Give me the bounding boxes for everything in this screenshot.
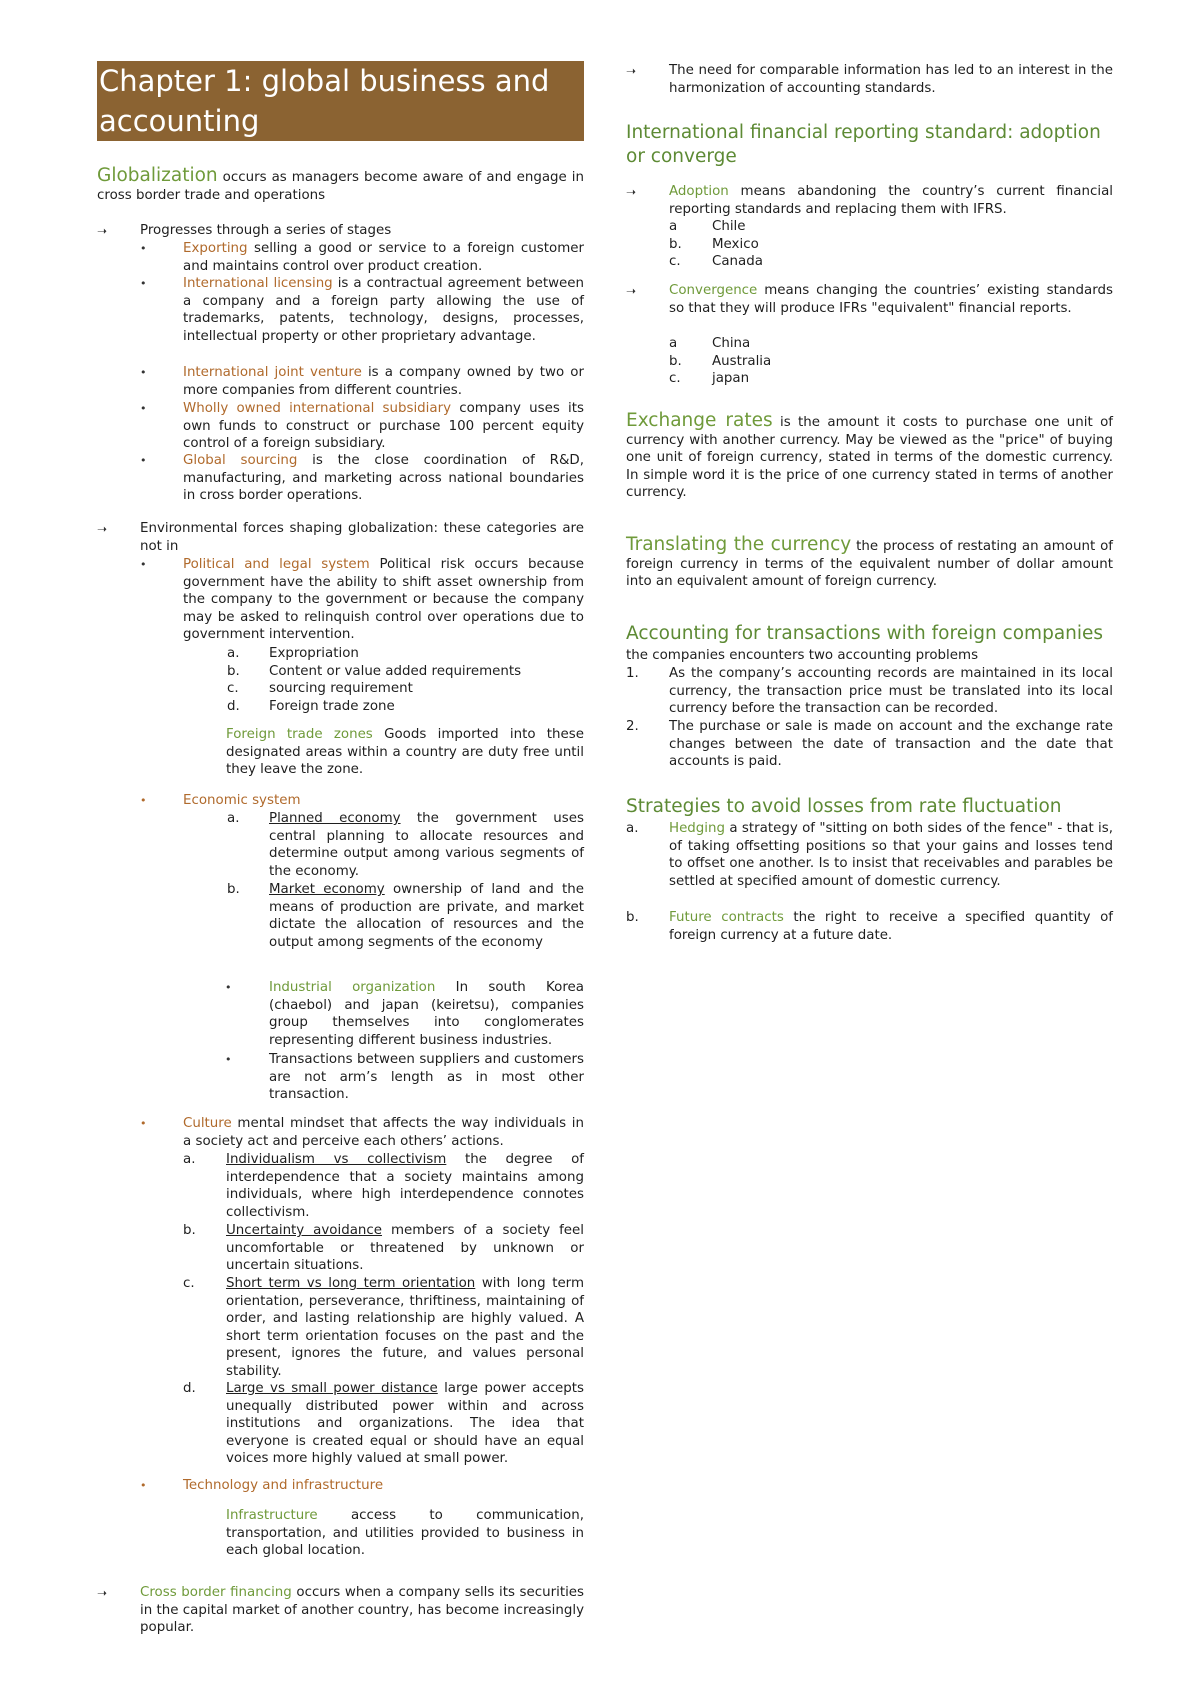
exchange-text: is the amount it costs to purchase one unit of currency with another currency. May be viewed as the "price" of buying one unit of foreign currency, stated in terms of the domestic currency. In simple word it is the price of one currency stated in terms of another currency. [626,415,1114,501]
translating-paragraph [626,536,1113,591]
stage-text: company uses its own funds to construct or purchase 100 percent equity control of a foreign subsidiary. [183,401,584,452]
convergence-text: means changing the countries’ existing standards so that they will produce IFRs "equivalent" financial reports. [669,283,1113,316]
ftz-text: Goods imported into these designated areas within a country are duty free until they leave the zone. [226,727,584,778]
list-marker: 1. [626,666,639,681]
bullet-icon: • [140,794,147,807]
arrow-icon: ➝ [626,64,637,78]
arrow-icon: ➝ [626,185,637,199]
culture-item [226,1222,584,1275]
culture-text: mental mindset that affects the way individuals in a society act and perceive each others’ actions. [183,1116,584,1149]
technology-term: Technology and infrastructure [183,1478,384,1493]
industrial-term: Industrial organization [269,980,436,995]
stage-term: Exporting [183,241,248,256]
stage-term: Global sourcing [183,453,298,468]
list-marker: c. [669,254,681,269]
cross-border-paragraph [140,1584,584,1637]
globalization-paragraph [97,167,584,204]
political-term: Political and legal system [183,557,370,572]
stage-item [183,275,584,345]
list-marker: d. [183,1381,196,1396]
translating-text: the process of restating an amount of foreign currency in terms of the equivalent number of dollar amount into an equivalent amount of foreign currency. [626,539,1113,590]
bullet-icon: • [140,1479,147,1492]
list-item: Content or value added requirements [269,664,522,679]
list-marker: b. [669,354,682,369]
list-marker: a. [227,646,240,661]
bullet-icon: • [225,1053,232,1066]
list-marker: c. [183,1276,195,1291]
culture-item [226,1151,584,1221]
culture-item-term: Uncertainty avoidance [226,1223,383,1238]
list-item: China [712,336,751,351]
political-text: Political risk occurs because government have the ability to shift asset ownership from the company to the government or because the company may be asked to relinquish control over operations due to government intervention. [183,557,584,643]
economic-term: Economic system [183,793,301,808]
arrow-icon: ➝ [97,522,108,536]
page-title: Chapter 1: global business and accounting [97,61,584,141]
stage-item [183,364,584,399]
bullet-icon: • [140,1117,147,1130]
list-marker: b. [227,882,240,897]
industrial-paragraph [269,979,584,1049]
adoption-text: means abandoning the country’s current financial reporting standards and replacing them with IFRS. [669,184,1113,217]
ifrs-heading: International financial reporting standard: adoption or converge [626,122,1101,167]
adoption-term: Adoption [669,184,729,199]
culture-item-term: Short term vs long term orientation [226,1276,476,1291]
exchange-term: Exchange rates [626,410,773,431]
list-marker: b. [227,664,240,679]
cross-border-term: Cross border financing [140,1585,292,1600]
list-marker: d. [227,699,240,714]
list-item: Canada [712,254,763,269]
stages-intro: Progresses through a series of stages [140,223,392,238]
ftz-term: Foreign trade zones [226,727,373,742]
economy-term: Planned economy [269,811,401,826]
accounting-intro: the companies encounters two accounting problems [626,648,979,663]
strategy-item [669,909,1113,944]
economy-term: Market economy [269,882,385,897]
arrow-icon: ➝ [626,284,637,298]
list-item: sourcing requirement [269,681,413,696]
accounting-item: As the company’s accounting records are maintained in its local currency, the transaction price must be translated into its local currency before the transaction can be recorded. [669,666,1113,717]
convergence-paragraph [669,282,1113,317]
stage-text: is the close coordination of R&D, manufacturing, and marketing across national boundaries in cross border operations. [183,453,584,504]
strategy-text: a strategy of "sitting on both sides of the fence" - that is, of taking offsetting positions so that your gains and losses tend to offset one another. Is to insist that receivables and parables be settled at specified amount of domestic currency. [669,821,1113,889]
stage-item [183,400,584,453]
bullet-icon: • [140,558,147,571]
infrastructure-text: access to communication, transportation, and utilities provided to business in each global location. [226,1508,584,1559]
culture-item [226,1275,584,1381]
economy-item [269,881,584,951]
exchange-paragraph [626,412,1113,502]
economy-text: ownership of land and the means of production are private, and market dictate the allocation of resources and the output among segments of the economy [269,882,584,950]
bullet-icon: • [140,454,147,467]
strategy-term: Future contracts [669,910,784,925]
list-item: japan [712,371,750,386]
stage-term: Wholly owned international subsidiary [183,401,452,416]
list-item: Mexico [712,237,759,252]
list-item: Expropriation [269,646,359,661]
list-item: Foreign trade zone [269,699,395,714]
stage-term: International licensing [183,276,333,291]
list-marker: a. [227,811,240,826]
strategy-item [669,820,1113,890]
bullet-icon: • [140,402,147,415]
list-marker: c. [669,371,681,386]
list-marker: b. [669,237,682,252]
culture-item-text: members of a society feel uncomfortable or threatened by unknown or uncertain situations. [226,1223,584,1274]
stage-item [183,240,584,275]
political-paragraph [183,556,584,644]
list-item: Chile [712,219,746,234]
list-marker: a [669,336,678,351]
bullet-icon: • [140,242,147,255]
list-marker: a [669,219,678,234]
list-marker: b. [183,1223,196,1238]
list-marker: b. [626,910,639,925]
stage-item [183,452,584,505]
accounting-item: The purchase or sale is made on account and the exchange rate changes between the date of transaction and the date that accounts is paid. [669,719,1113,770]
stage-text: selling a good or service to a foreign customer and maintains control over product creation. [183,241,584,274]
transactions-paragraph: Transactions between suppliers and customers are not arm’s length as in most other transaction. [269,1052,584,1103]
culture-item-term: Large vs small power distance [226,1381,438,1396]
infrastructure-paragraph [226,1507,584,1560]
stage-text: is a company owned by two or more companies from different countries. [183,365,584,398]
list-marker: a. [183,1152,196,1167]
ftz-paragraph [226,726,584,779]
strategy-text: the right to receive a specified quantity of foreign currency at a future date. [669,910,1113,943]
strategy-term: Hedging [669,821,726,836]
globalization-text: occurs as managers become aware of and engage in cross border trade and operations [97,170,584,203]
strategies-heading: Strategies to avoid losses from rate fluctuation [626,796,1062,817]
economy-item [269,810,584,880]
culture-item-text: the degree of interdependence that a society maintains among individuals, where high interdependence connotes collectivism. [226,1152,584,1220]
bullet-icon: • [140,277,147,290]
forces-intro: Environmental forces shaping globalization: these categories are not in [140,521,584,554]
harmonization-paragraph: The need for comparable information has led to an interest in the harmonization of accounting standards. [669,63,1113,96]
convergence-term: Convergence [669,283,758,298]
arrow-icon: ➝ [97,1586,108,1600]
list-marker: a. [626,821,639,836]
culture-item-text: large power accepts unequally distributed power within and across institutions and organizations. The idea that everyone is created equal or should have an equal voices more highly valued at small power. [226,1381,584,1467]
list-marker: 2. [626,719,639,734]
list-item: Australia [712,354,772,369]
adoption-paragraph [669,183,1113,218]
list-marker: c. [227,681,239,696]
infrastructure-term: Infrastructure [226,1508,318,1523]
stage-text: is a contractual agreement between a company and a foreign party allowing the use of trademarks, patents, technology, designs, processes, intellectual property or other proprietary advantage. [183,276,584,344]
cross-border-text: occurs when a company sells its securities in the capital market of another country, has become increasingly popular. [140,1585,584,1636]
culture-item [226,1380,584,1468]
culture-paragraph [183,1115,584,1150]
globalization-term: Globalization [97,165,218,186]
industrial-text: In south Korea (chaebol) and japan (keiretsu), companies group themselves into conglomerates representing different business industries. [269,980,585,1048]
bullet-icon: • [140,366,147,379]
accounting-heading: Accounting for transactions with foreign companies [626,623,1104,644]
culture-item-term: Individualism vs collectivism [226,1152,447,1167]
translating-term: Translating the currency [626,534,852,555]
stage-term: International joint venture [183,365,362,380]
culture-term: Culture [183,1116,232,1131]
bullet-icon: • [225,981,232,994]
arrow-icon: ➝ [97,224,108,238]
economy-text: the government uses central planning to allocate resources and determine output among various segments of the economy. [269,811,584,879]
culture-item-text: with long term orientation, perseverance, thriftiness, maintaining of order, and lasting relationship are highly valued. A short term orientation focuses on the past and the present, ignores the future, and values personal stability. [226,1276,585,1379]
